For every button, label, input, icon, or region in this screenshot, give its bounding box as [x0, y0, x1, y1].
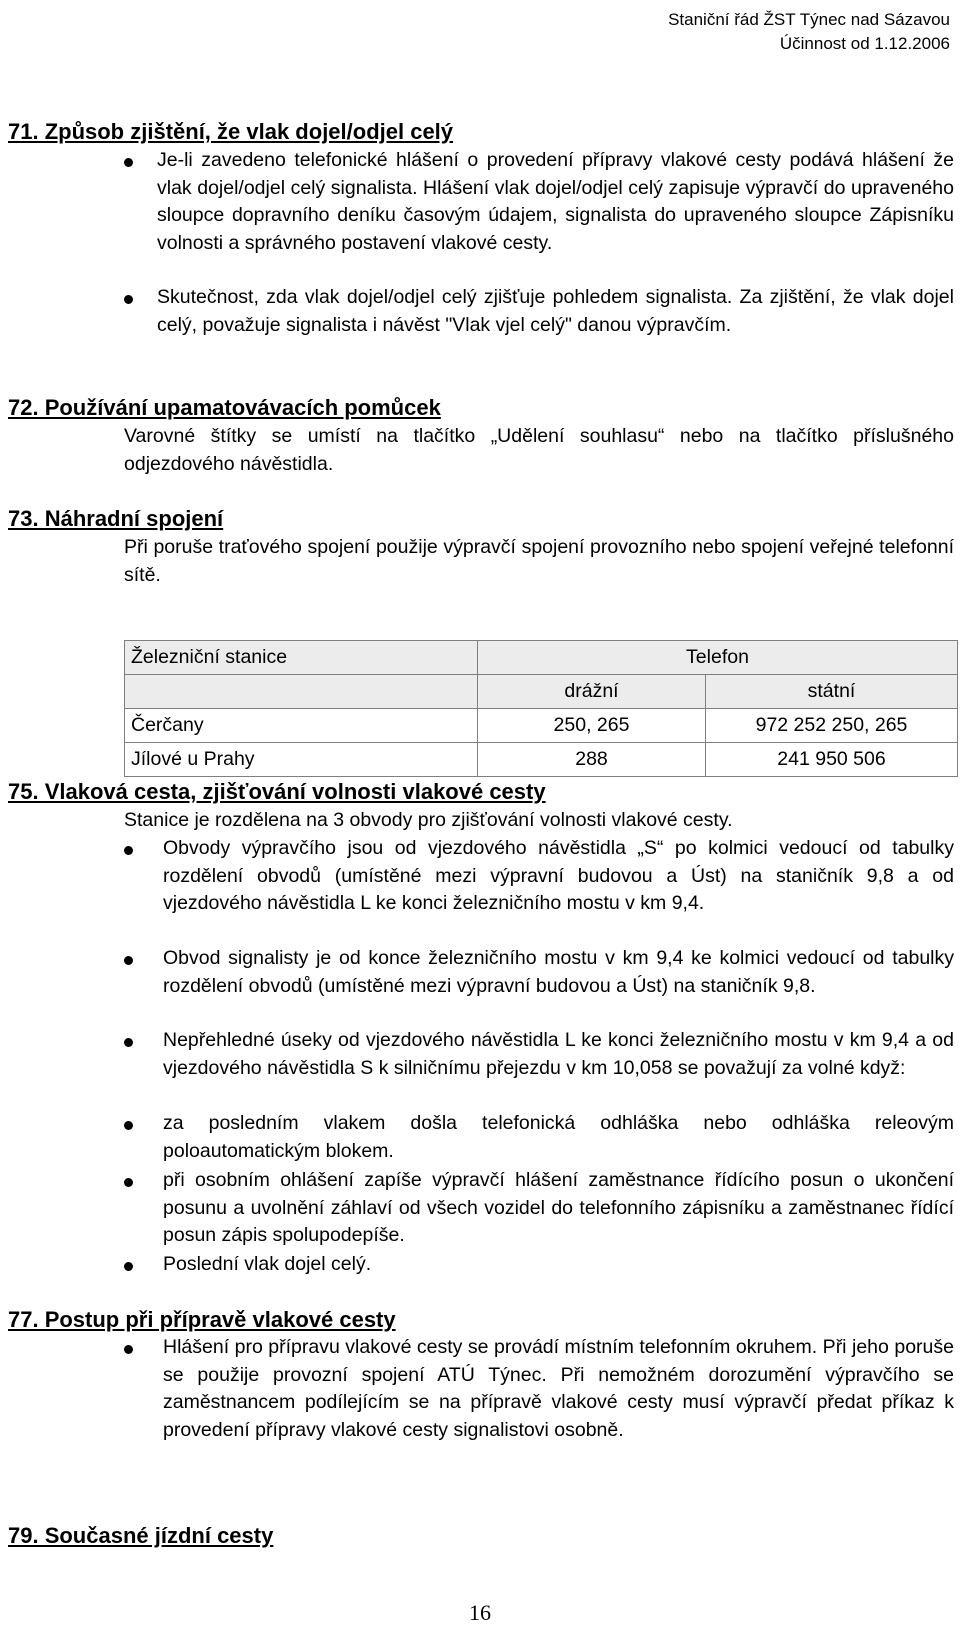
bullet-icon [124, 1121, 133, 1130]
section-75-bullet-1 [124, 835, 954, 918]
station-cell: Čerčany [125, 709, 478, 743]
bullet-icon [124, 158, 133, 167]
bullet-text: za posledním vlakem došla telefonická odhláška nebo odhláška releovým poloautomatickým blokem. [163, 1112, 954, 1162]
col-phone-header: Telefon [478, 641, 958, 675]
section-75-bullet-3 [124, 1027, 954, 1082]
section-71-bullet-1 [124, 147, 954, 257]
section-75-bullet-5 [124, 1167, 954, 1250]
state-phone-cell: 972 252 250, 265 [706, 709, 958, 743]
table-header-row [125, 641, 958, 675]
page-header [668, 8, 950, 56]
section-73-text: Při poruše traťového spojení použije výpravčí spojení provozního nebo spojení veřejné telefonní sítě. [124, 536, 954, 586]
section-72-text: Varovné štítky se umístí na tlačítko „Udělení souhlasu“ nebo na tlačítko příslušného odjezdového návěstidla. [124, 425, 954, 475]
subheader-rail: drážní [478, 675, 706, 709]
page-number: 16 [469, 1600, 491, 1625]
bullet-text: Nepřehledné úseky od vjezdového návěstidla L ke konci železničního mostu v km 9,4 a od vjezdového návěstidla S k silničnímu přejezdu v km 10,058 se považují za volné když: [163, 1029, 954, 1079]
rail-phone-cell: 288 [478, 743, 706, 777]
rail-phone-cell: 250, 265 [478, 709, 706, 743]
bullet-icon [124, 1038, 133, 1047]
station-cell: Jílové u Prahy [125, 743, 478, 777]
section-75-bullet-6 [124, 1251, 954, 1279]
section-72-heading: 72. Používání upamatovávacích pomůcek [8, 395, 441, 420]
bullet-text: Hlášení pro přípravu vlakové cesty se provádí místním telefonním okruhem. Při jeho poruše se použije provozní spojení ATÚ Týnec. Při nemožném dorozumění výpravčího se zaměstnancem podílejícím se na přípravě vlakové cesty musí výpravčí předat příkaz k provedení přípravy vlakové cesty signalistovi osobně. [163, 1336, 954, 1441]
bullet-icon [124, 846, 133, 855]
section-75-bullet-4 [124, 1110, 954, 1165]
bullet-icon [124, 295, 133, 304]
subheader-empty-cell [125, 675, 478, 709]
bullet-text: Je-li zavedeno telefonické hlášení o provedení přípravy vlakové cesty podává hlášení že vlak dojel/odjel celý signalista. Hlášení vlak dojel/odjel celý zapisuje výpravčí do upraveného sloupce dopravního deníku časovým údajem, signalista do upraveného sloupce Zápisníku volnosti a správného postavení vlakové cesty. [157, 149, 954, 254]
bullet-icon [124, 1262, 133, 1271]
table-row [125, 709, 958, 743]
bullet-text: při osobním ohlášení zapíše výpravčí hlášení zaměstnance řídícího posun o ukončení posunu a uvolnění záhlaví od všech vozidel do telefonního zápisníku a zaměstnanec řídící posun zápis spolupodepíše. [163, 1169, 954, 1246]
col-station-header: Železniční stanice [125, 641, 478, 675]
bullet-icon [124, 956, 133, 965]
section-75-bullet-2 [124, 945, 954, 1000]
subheader-state: státní [706, 675, 958, 709]
table-row [125, 743, 958, 777]
bullet-text: Skutečnost, zda vlak dojel/odjel celý zjišťuje pohledem signalista. Za zjištění, že vlak dojel celý, považuje signalista i návěst "Vlak vjel celý" danou výpravčím. [157, 286, 954, 336]
section-77-bullet-1 [124, 1334, 954, 1444]
bullet-text: Poslední vlak dojel celý. [163, 1253, 372, 1275]
bullet-icon [124, 1178, 133, 1187]
bullet-text: Obvod signalisty je od konce železničního mostu v km 9,4 ke kolmici vedoucí od tabulky rozdělení obvodů (umístěné mezi výpravní budovou a Úst) na staničník 9,8. [163, 947, 954, 997]
phone-table [124, 640, 958, 777]
bullet-text: Obvody výpravčího jsou od vjezdového návěstidla „S“ po kolmici vedoucí od tabulky rozdělení obvodů (umístěné mezi výpravní budovou a Úst) na staničník 9,8 a od vjezdového návěstidla L ke konci železničního mostu v km 9,4. [163, 837, 954, 914]
header-effective-date: Účinnost od 1.12.2006 [779, 34, 950, 53]
section-75-intro: Stanice je rozdělena na 3 obvody pro zjišťování volnosti vlakové cesty. [124, 809, 733, 831]
bullet-icon [124, 1345, 133, 1354]
section-71-bullet-2 [124, 284, 954, 339]
table-subheader-row [125, 675, 958, 709]
section-77-heading: 77. Postup při přípravě vlakové cesty [8, 1307, 396, 1332]
section-73-heading: 73. Náhradní spojení [8, 506, 224, 531]
section-71-heading: 71. Způsob zjištění, že vlak dojel/odjel celý [8, 119, 454, 144]
section-79-heading: 79. Současné jízdní cesty [8, 1523, 274, 1548]
state-phone-cell: 241 950 506 [706, 743, 958, 777]
section-75-heading: 75. Vlaková cesta, zjišťování volnosti vlakové cesty [8, 779, 546, 804]
header-document-title: Staniční řád ŽST Týnec nad Sázavou [668, 10, 950, 29]
